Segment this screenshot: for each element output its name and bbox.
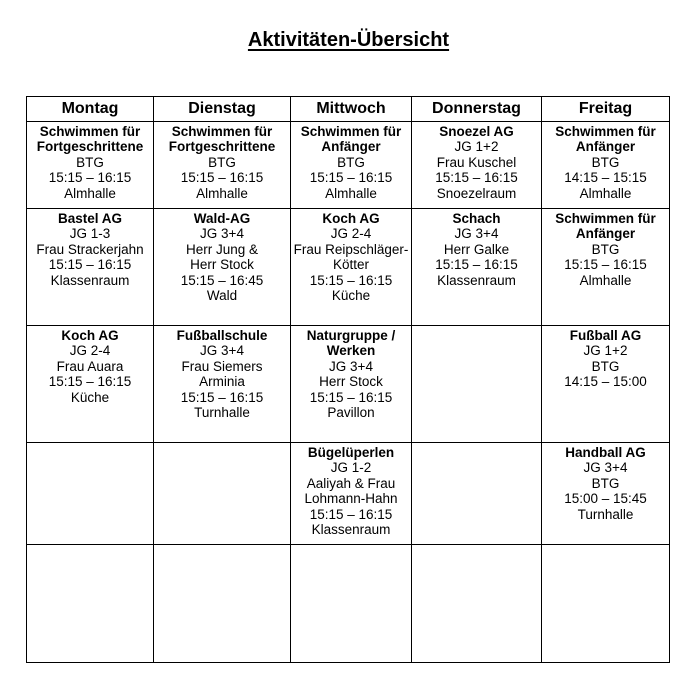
activity-detail: Küche xyxy=(70,389,110,405)
activity-cell xyxy=(154,122,291,209)
activity-detail: Arminia xyxy=(199,374,245,390)
activity-detail: JG 2-4 xyxy=(330,226,372,242)
activity-detail: BTG xyxy=(591,154,620,170)
activity-detail: Herr Galke xyxy=(443,241,510,257)
activity-detail: BTG xyxy=(591,241,620,257)
activity-detail: Lohmann-Hahn xyxy=(304,491,398,507)
activity-title: Handball AG xyxy=(565,445,646,460)
table-row xyxy=(27,443,670,545)
schedule-table xyxy=(26,96,670,663)
activity-title: Fußball AG xyxy=(569,328,642,343)
header-row xyxy=(27,97,670,122)
activity-detail: Turnhalle xyxy=(194,405,250,421)
activity-detail: Turnhalle xyxy=(577,506,634,522)
activity-cell xyxy=(542,545,670,663)
activity-detail: JG 1+2 xyxy=(583,343,628,359)
activity-detail: 14:15 – 15:00 xyxy=(564,374,647,390)
activity-detail: JG 1-3 xyxy=(69,226,111,242)
activity-cell xyxy=(412,443,542,545)
activity-detail: Aaliyah & Frau xyxy=(306,475,396,491)
table-row xyxy=(27,545,670,663)
activity-cell xyxy=(291,545,412,663)
activity-detail: JG 3+4 xyxy=(583,460,628,476)
activity-detail: 15:15 – 16:15 xyxy=(48,374,132,390)
activity-cell xyxy=(542,326,670,443)
activity-detail: 15:15 – 16:15 xyxy=(309,170,393,186)
activity-detail: Herr Jung & xyxy=(185,241,259,257)
activity-detail: Herr Stock xyxy=(190,257,254,273)
activity-detail: Kötter xyxy=(332,257,370,273)
activity-cell xyxy=(291,122,412,209)
day-header-montag: Montag xyxy=(27,97,154,122)
activity-detail: 14:15 – 15:15 xyxy=(564,170,647,186)
activity-detail: Frau Auara xyxy=(56,358,124,374)
activity-title: Bastel AG xyxy=(57,211,123,226)
activity-cell xyxy=(542,443,670,545)
activity-cell xyxy=(27,545,154,663)
activity-cell xyxy=(291,326,412,443)
activity-detail: JG 3+4 xyxy=(200,343,244,359)
activity-detail: Snoezelraum xyxy=(436,185,517,201)
activity-detail: Klassenraum xyxy=(437,272,516,288)
activity-detail: Frau Kuschel xyxy=(436,154,517,170)
activity-detail: Frau Strackerjahn xyxy=(36,241,144,257)
activity-title: Bügelüperlen xyxy=(307,445,395,460)
activity-detail: BTG xyxy=(591,358,620,374)
activity-detail: 15:15 – 16:45 xyxy=(180,272,264,288)
activity-detail: 15:15 – 16:15 xyxy=(48,170,132,186)
activity-title: Fußballschule xyxy=(176,328,268,343)
table-row xyxy=(27,122,670,209)
activity-detail: 15:15 – 16:15 xyxy=(564,257,647,273)
activity-title: Wald-AG xyxy=(193,211,251,226)
activity-cell xyxy=(542,209,670,326)
day-header-donnerstag: Donnerstag xyxy=(412,97,542,122)
activity-title: Schwimmen für Anfänger xyxy=(555,124,656,155)
activity-detail: 15:15 – 16:15 xyxy=(435,257,518,273)
activity-cell xyxy=(291,443,412,545)
activity-cell xyxy=(27,122,154,209)
activity-title: Snoezel AG xyxy=(439,124,514,139)
activity-detail: 15:00 – 15:45 xyxy=(564,491,647,507)
activity-detail: Frau Reipschläger- xyxy=(293,241,409,257)
activity-detail: BTG xyxy=(76,154,104,170)
activity-cell xyxy=(27,443,154,545)
activity-cell xyxy=(412,326,542,443)
activity-detail: Herr Stock xyxy=(319,374,383,390)
activity-cell xyxy=(154,209,291,326)
activity-detail: JG 1-2 xyxy=(330,460,372,476)
activity-cell xyxy=(154,326,291,443)
activity-detail: 15:15 – 16:15 xyxy=(180,170,264,186)
activity-title: Schach xyxy=(452,211,501,226)
activity-cell xyxy=(412,122,542,209)
activity-detail: JG 2-4 xyxy=(69,343,111,359)
activity-title: Schwimmen für Fortgeschrittene xyxy=(36,124,144,155)
activity-detail: Frau Siemers xyxy=(181,358,263,374)
activity-detail: BTG xyxy=(337,154,365,170)
activity-detail: 15:15 – 16:15 xyxy=(309,506,393,522)
activity-cell xyxy=(27,209,154,326)
activity-cell xyxy=(291,209,412,326)
day-header-mittwoch: Mittwoch xyxy=(291,97,412,122)
activity-title: Schwimmen für Fortgeschrittene xyxy=(168,124,276,155)
table-row xyxy=(27,209,670,326)
activity-title: Schwimmen für Anfänger xyxy=(555,211,656,242)
activity-detail: 15:15 – 16:15 xyxy=(309,389,393,405)
activity-detail: 15:15 – 16:15 xyxy=(180,389,264,405)
activity-detail: Klassenraum xyxy=(311,522,391,538)
activity-detail: Wald xyxy=(206,288,238,304)
activity-cell xyxy=(412,209,542,326)
activity-cell xyxy=(27,326,154,443)
activity-detail: JG 3+4 xyxy=(329,358,373,374)
activity-cell xyxy=(542,122,670,209)
activity-detail: Küche xyxy=(331,288,371,304)
activity-detail: JG 3+4 xyxy=(454,226,499,242)
activity-detail: 15:15 – 16:15 xyxy=(48,257,132,273)
activity-detail: Almhalle xyxy=(196,185,248,201)
activity-title: Koch AG xyxy=(61,328,119,343)
activity-detail: Almhalle xyxy=(579,185,632,201)
page-title: Aktivitäten-Übersicht xyxy=(247,29,450,51)
day-header-freitag: Freitag xyxy=(542,97,670,122)
activity-detail: Almhalle xyxy=(64,185,116,201)
activity-title: Schwimmen für Anfänger xyxy=(300,124,402,155)
activity-detail: Almhalle xyxy=(325,185,377,201)
activity-detail: Klassenraum xyxy=(50,272,130,288)
activity-cell xyxy=(154,545,291,663)
activity-cell xyxy=(154,443,291,545)
day-header-dienstag: Dienstag xyxy=(154,97,291,122)
table-row xyxy=(27,326,670,443)
activity-title: Naturgruppe / Werken xyxy=(306,328,396,359)
activity-detail: 15:15 – 16:15 xyxy=(435,170,518,186)
activity-detail: JG 1+2 xyxy=(454,139,499,155)
activity-detail: JG 3+4 xyxy=(200,226,244,242)
activity-cell xyxy=(412,545,542,663)
activity-detail: BTG xyxy=(208,154,236,170)
activity-detail: Almhalle xyxy=(579,272,632,288)
activity-detail: 15:15 – 16:15 xyxy=(309,272,393,288)
activity-title: Koch AG xyxy=(322,211,380,226)
activity-detail: Pavillon xyxy=(327,405,375,421)
activity-detail: BTG xyxy=(591,475,620,491)
